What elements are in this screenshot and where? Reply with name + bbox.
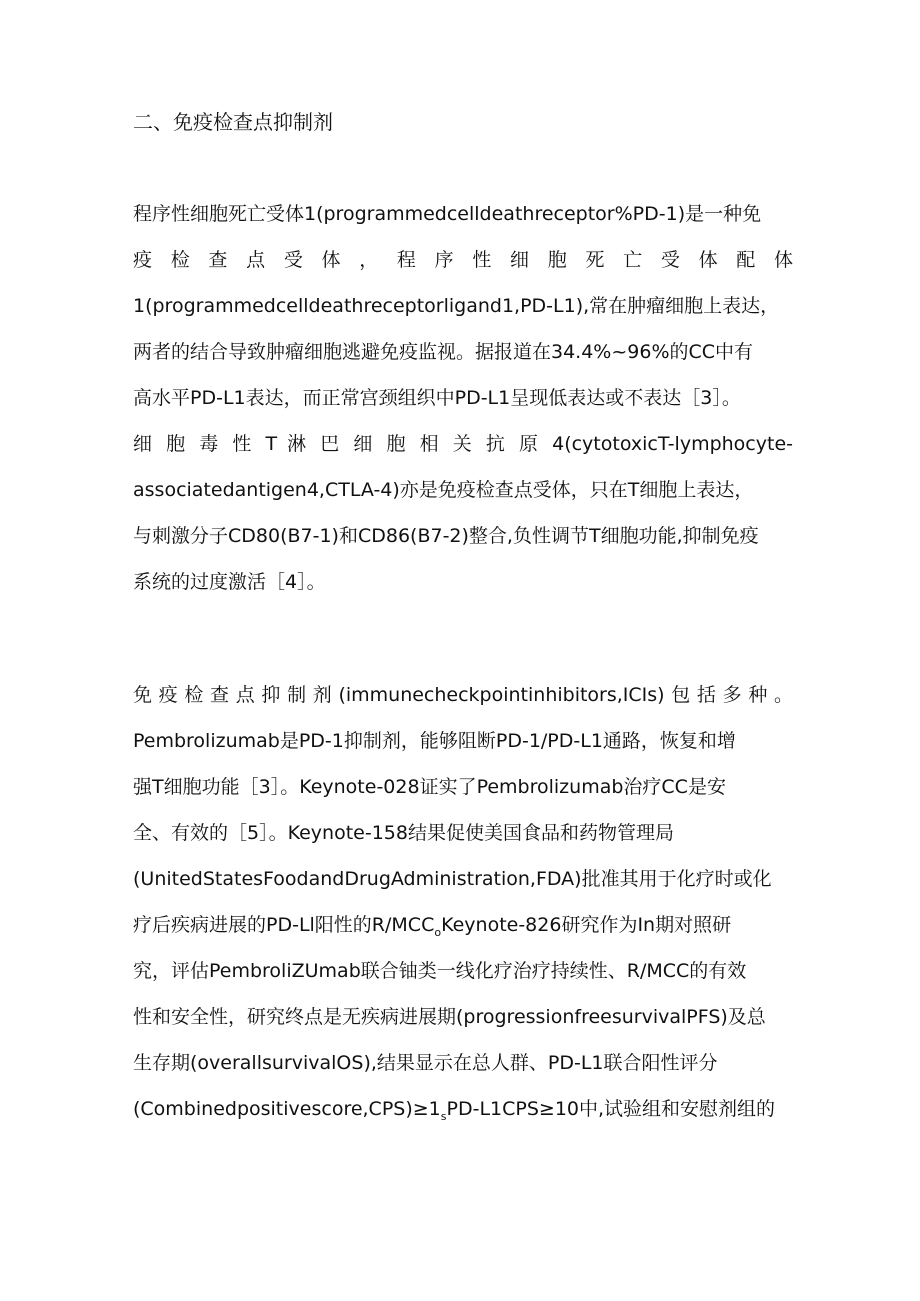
text-line: 细 胞 毒 性 T 淋 巴 细 胞 相 关 抗 原 4(cytotoxicT-lymphocyte-: [133, 433, 793, 455]
text-line: 全、有效的［5］。Keynote-158结果促使美国食品和药物管理局: [133, 822, 674, 844]
paragraph-pd1-ctla4: [133, 191, 793, 605]
subscript-mark: s: [440, 1109, 447, 1123]
text-segment: 疗后疾病进展的PD-Ll阳性的R/MCC: [133, 914, 435, 936]
text-line: 免疫检查点抑制剂(immunecheckpointinhibitors,ICIs)包括多种。: [133, 684, 793, 706]
subscript-mark: o: [434, 925, 442, 939]
text-line: [133, 1086, 793, 1132]
text-line: 疫 检 查 点 受 体 ， 程 序 性 细 胞 死 亡 受 体 配 体: [133, 249, 793, 271]
text-line: 两者的结合导致肿瘤细胞逃避免疫监视。据报道在34.4%~96%的CC中有: [133, 341, 754, 363]
text-line: 程序性细胞死亡受体1(programmedcelldeathreceptor%PD-1)是一种免: [133, 203, 762, 225]
text-segment: PD-L1CPS≥10中,试验组和安慰剂组的: [446, 1098, 776, 1120]
section-heading: 二、免疫检查点抑制剂: [133, 110, 333, 134]
text-line: 强T细胞功能［3］。Keynote-028证实了Pembrolizumab治疗CC是安: [133, 776, 726, 798]
text-line: 性和安全性，研究终点是无疾病进展期(progressionfreesurvivalPFS)及总: [133, 1006, 766, 1028]
text-line: associatedantigen4,CTLA-4)亦是免疫检查点受体，只在T细胞上表达，: [133, 479, 754, 501]
paragraph-ici: [133, 672, 793, 1132]
text-line: [133, 902, 793, 948]
text-line: 系统的过度激活［4］。: [133, 571, 326, 593]
text-line: Pembrolizumab是PD-1抑制剂，能够阻断PD-1/PD-L1通路，恢复和增: [133, 730, 736, 752]
text-line: 高水平PD-L1表达，而正常宫颈组织中PD-L1呈现低表达或不表达［3］。: [133, 387, 741, 409]
text-line: 生存期(overallsurvivalOS),结果显示在总人群、PD-L1联合阳性评分: [133, 1052, 718, 1074]
text-line: 与刺激分子CD80(B7-1)和CD86(B7-2)整合,负性调节T细胞功能,抑制免疫: [133, 525, 759, 547]
text-segment: Keynote-826研究作为In期对照研: [441, 914, 732, 936]
text-segment: (Combinedpositivescore,CPS)≥1: [133, 1098, 441, 1120]
text-line: (UnitedStatesFoodandDrugAdministration,FDA)批准其用于化疗时或化: [133, 868, 772, 890]
text-line: 1(programmedcelldeathreceptorligand1,PD-L1),常在肿瘤细胞上表达，: [133, 295, 780, 317]
text-line: 究，评估PembroliZUmab联合铀类一线化疗治疗持续性、R/MCC的有效: [133, 960, 747, 982]
